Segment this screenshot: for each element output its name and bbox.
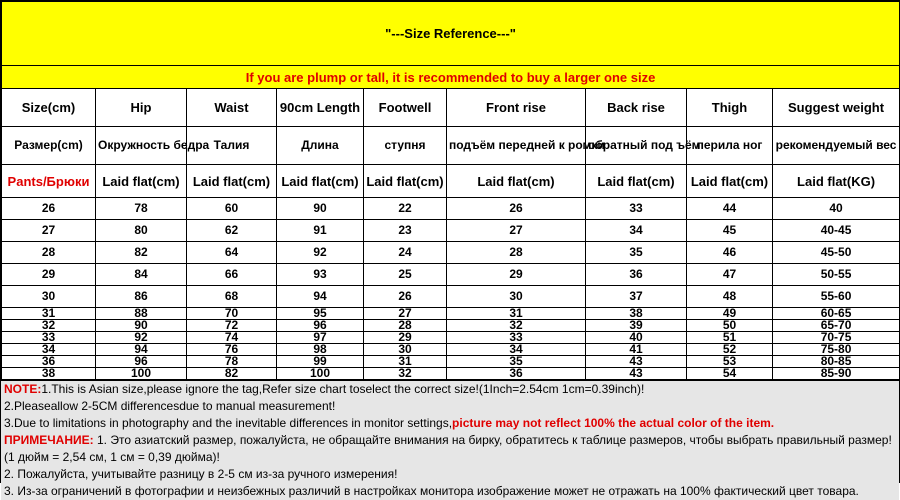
table-cell: 60 <box>187 198 277 220</box>
table-cell: 38 <box>586 308 687 320</box>
table-cell: 35 <box>586 242 687 264</box>
table-cell: 82 <box>96 242 187 264</box>
table-cell: 51 <box>687 332 773 344</box>
table-cell: 45 <box>687 220 773 242</box>
table-cell: 78 <box>96 198 187 220</box>
table-cell: 90 <box>277 198 364 220</box>
header-cell-ru: подъём передней к ромки <box>447 127 586 165</box>
size-rows <box>2 198 900 380</box>
table-cell: 100 <box>96 368 187 380</box>
table-cell: 23 <box>364 220 447 242</box>
table-cell: 54 <box>687 368 773 380</box>
table-cell: 38 <box>2 368 96 380</box>
table-cell: 48 <box>687 286 773 308</box>
table-cell: 49 <box>687 308 773 320</box>
note-3-text: 3.Due to limitations in photography and the inevitable differences in monitor settings, <box>4 416 453 430</box>
note-1 <box>4 381 896 398</box>
table-cell: 94 <box>96 344 187 356</box>
table-cell: 91 <box>277 220 364 242</box>
units-cell: Pants/Брюки <box>2 165 96 198</box>
table-cell: 28 <box>2 242 96 264</box>
note-label: NOTE: <box>4 382 42 396</box>
table-cell: 31 <box>2 308 96 320</box>
table-cell: 32 <box>2 320 96 332</box>
header-cell-ru: Окружность бедра <box>96 127 187 165</box>
header-cell-ru: перила ног <box>687 127 773 165</box>
table-cell: 37 <box>586 286 687 308</box>
table-cell: 33 <box>2 332 96 344</box>
table-cell: 26 <box>2 198 96 220</box>
header-cell-ru: Талия <box>187 127 277 165</box>
header-row <box>2 89 900 127</box>
table-cell: 32 <box>447 320 586 332</box>
table-cell: 27 <box>2 220 96 242</box>
header-cell: Waist <box>187 89 277 127</box>
table-cell: 78 <box>187 356 277 368</box>
table-cell: 43 <box>586 356 687 368</box>
table-cell: 66 <box>187 264 277 286</box>
table-cell: 36 <box>586 264 687 286</box>
note-3-highlight: picture may not reflect 100% the actual color of the item. <box>452 416 775 430</box>
table-cell: 29 <box>447 264 586 286</box>
table-cell: 50 <box>687 320 773 332</box>
header-cell: Suggest weight <box>773 89 900 127</box>
table-cell: 70 <box>187 308 277 320</box>
note-ru-1-text: 1. Это азиатский размер, пожалуйста, не обращайте внимания на бирку, обратитесь к таблице размеров, чтобы выбрать правильный размер! (1 дюйм = 2,54 см, 1 см = 0,39 дюйма)! <box>4 433 892 464</box>
note-2: 2.Pleaseallow 2-5CM differencesdue to manual measurement! <box>4 399 336 413</box>
table-row <box>2 242 900 264</box>
table-cell: 52 <box>687 344 773 356</box>
table-cell: 97 <box>277 332 364 344</box>
table-cell: 34 <box>447 344 586 356</box>
note-ru-2: 2. Пожалуйста, учитывайте разницу в 2-5 см из-за ручного измерения! <box>4 467 398 481</box>
header-cell: Thigh <box>687 89 773 127</box>
table-cell: 70-75 <box>773 332 900 344</box>
table-row <box>2 264 900 286</box>
table-cell: 84 <box>96 264 187 286</box>
units-cell: Laid flat(cm) <box>96 165 187 198</box>
table-cell: 94 <box>277 286 364 308</box>
units-cell: Laid flat(cm) <box>364 165 447 198</box>
table-cell: 68 <box>187 286 277 308</box>
table-cell: 88 <box>96 308 187 320</box>
units-cell: Laid flat(KG) <box>773 165 900 198</box>
table-cell: 90 <box>96 320 187 332</box>
table-cell: 30 <box>364 344 447 356</box>
units-cell: Laid flat(cm) <box>187 165 277 198</box>
note-3 <box>4 415 896 432</box>
table-cell: 41 <box>586 344 687 356</box>
table-cell: 76 <box>187 344 277 356</box>
note-ru-1 <box>4 432 896 466</box>
table-cell: 45-50 <box>773 242 900 264</box>
table-cell: 55-60 <box>773 286 900 308</box>
table-cell: 31 <box>447 308 586 320</box>
table-cell: 92 <box>96 332 187 344</box>
table-cell: 40 <box>586 332 687 344</box>
header-cell: Size(cm) <box>2 89 96 127</box>
header-cell-ru: Размер(cm) <box>2 127 96 165</box>
table-cell: 28 <box>364 320 447 332</box>
table-cell: 29 <box>2 264 96 286</box>
table-cell: 30 <box>447 286 586 308</box>
table-cell: 25 <box>364 264 447 286</box>
units-row <box>2 165 900 198</box>
header-cell: Hip <box>96 89 187 127</box>
table-cell: 33 <box>447 332 586 344</box>
header-row-ru <box>2 127 900 165</box>
chart-title: "---Size Reference---" <box>2 2 900 66</box>
table-cell: 85-90 <box>773 368 900 380</box>
table-cell: 40-45 <box>773 220 900 242</box>
table-row <box>2 286 900 308</box>
table-cell: 32 <box>364 368 447 380</box>
table-cell: 29 <box>364 332 447 344</box>
table-cell: 28 <box>447 242 586 264</box>
table-cell: 39 <box>586 320 687 332</box>
header-cell: Back rise <box>586 89 687 127</box>
units-cell: Laid flat(cm) <box>447 165 586 198</box>
size-table <box>1 1 900 380</box>
table-cell: 36 <box>447 368 586 380</box>
table-cell: 60-65 <box>773 308 900 320</box>
table-cell: 75-80 <box>773 344 900 356</box>
table-row <box>2 198 900 220</box>
header-cell: 90cm Length <box>277 89 364 127</box>
table-cell: 62 <box>187 220 277 242</box>
table-cell: 64 <box>187 242 277 264</box>
table-cell: 92 <box>277 242 364 264</box>
units-cell: Laid flat(cm) <box>586 165 687 198</box>
table-cell: 43 <box>586 368 687 380</box>
table-cell: 50-55 <box>773 264 900 286</box>
header-cell-ru: обратный под ъём <box>586 127 687 165</box>
table-cell: 80 <box>96 220 187 242</box>
table-cell: 35 <box>447 356 586 368</box>
table-cell: 27 <box>447 220 586 242</box>
table-cell: 34 <box>586 220 687 242</box>
table-cell: 44 <box>687 198 773 220</box>
note-ru-label: ПРИМЕЧАНИЕ: <box>4 433 94 447</box>
note-1-text: 1.This is Asian size,please ignore the tag,Refer size chart toselect the correct size!(1Inch=2.54cm 1cm=0.39inch)! <box>41 382 645 396</box>
table-cell: 95 <box>277 308 364 320</box>
table-cell: 27 <box>364 308 447 320</box>
table-cell: 40 <box>773 198 900 220</box>
table-cell: 86 <box>96 286 187 308</box>
table-cell: 99 <box>277 356 364 368</box>
units-cell: Laid flat(cm) <box>687 165 773 198</box>
table-cell: 98 <box>277 344 364 356</box>
note-ru-3: 3. Из-за ограничений в фотографии и неизбежных различий в настройках монитора изображение может не отражать на 100% фактический цвет товара. <box>4 484 859 498</box>
header-cell-ru: ступня <box>364 127 447 165</box>
table-cell: 53 <box>687 356 773 368</box>
header-cell: Footwell <box>364 89 447 127</box>
table-cell: 96 <box>96 356 187 368</box>
table-cell: 22 <box>364 198 447 220</box>
table-cell: 47 <box>687 264 773 286</box>
table-cell: 30 <box>2 286 96 308</box>
table-row <box>2 220 900 242</box>
table-cell: 74 <box>187 332 277 344</box>
table-cell: 26 <box>447 198 586 220</box>
table-cell: 96 <box>277 320 364 332</box>
header-cell-ru: рекомендуемый вес <box>773 127 900 165</box>
header-cell: Front rise <box>447 89 586 127</box>
table-cell: 93 <box>277 264 364 286</box>
table-cell: 34 <box>2 344 96 356</box>
table-cell: 31 <box>364 356 447 368</box>
size-warning: If you are plump or tall, it is recommended to buy a larger one size <box>2 66 900 89</box>
table-cell: 72 <box>187 320 277 332</box>
notes-section <box>1 380 899 500</box>
table-cell: 65-70 <box>773 320 900 332</box>
table-cell: 33 <box>586 198 687 220</box>
table-row <box>2 368 900 380</box>
table-cell: 24 <box>364 242 447 264</box>
table-cell: 100 <box>277 368 364 380</box>
header-cell-ru: Длина <box>277 127 364 165</box>
units-cell: Laid flat(cm) <box>277 165 364 198</box>
table-cell: 26 <box>364 286 447 308</box>
table-cell: 46 <box>687 242 773 264</box>
table-cell: 82 <box>187 368 277 380</box>
table-cell: 80-85 <box>773 356 900 368</box>
table-cell: 36 <box>2 356 96 368</box>
